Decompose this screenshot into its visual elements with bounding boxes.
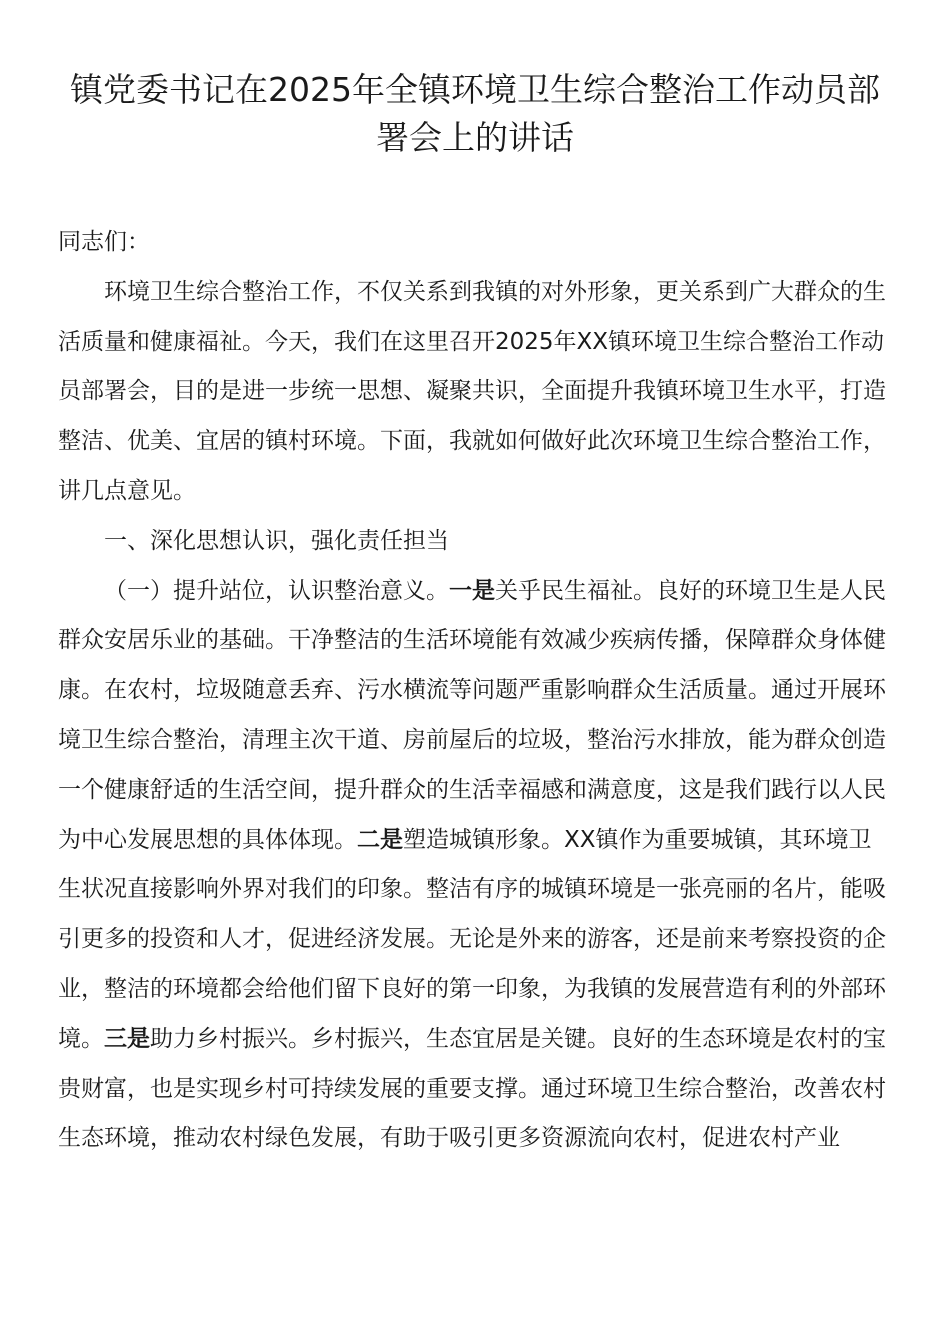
point-label-1: 一是 (449, 577, 495, 604)
subsection-lead: （一）提升站位，认识整治意义。 (104, 577, 449, 604)
section-heading-1: 一、深化思想认识，强化责任担当 (104, 527, 449, 554)
subsection-paragraph-1 (58, 567, 890, 1165)
point-text-2: 塑造城镇形象。XX镇作为重要城镇，其环境卫生状况直接影响外界对我们的印象。整洁有序的城镇环境是一张亮丽的名片，能吸引更多的投资和人才，促进经济发展。无论是外来的游客，还是前来考察投资的企业，整洁的环境都会给他们留下良好的第一印象，为我镇的发展营造有利的外部环境。 (58, 826, 886, 1052)
intro-paragraph: 环境卫生综合整治工作，不仅关系到我镇的对外形象，更关系到广大群众的生活质量和健康福祉。今天，我们在这里召开2025年XX镇环境卫生综合整治工作动员部署会，目的是进一步统一思想、凝聚共识，全面提升我镇环境卫生水平，打造整洁、优美、宜居的镇村环境。下面，我就如何做好此次环境卫生综合整治工作，讲几点意见。 (58, 278, 886, 504)
point-label-2: 二是 (357, 826, 403, 853)
point-label-3: 三是 (104, 1025, 150, 1052)
point-text-3: 助力乡村振兴。乡村振兴，生态宜居是关键。良好的生态环境是农村的宝贵财富，也是实现乡村可持续发展的重要支撑。通过环境卫生综合整治，改善农村生态环境，推动农村绿色发展，有助于吸引更多资源流向农村，促进农村产业 (58, 1025, 886, 1152)
point-text-1: 关乎民生福祉。良好的环境卫生是人民群众安居乐业的基础。干净整洁的生活环境能有效减少疾病传播，保障群众身体健康。在农村，垃圾随意丢弃、污水横流等问题严重影响群众生活质量。通过开展环境卫生综合整治，清理主次干道、房前屋后的垃圾，整治污水排放，能为群众创造一个健康舒适的生活空间，提升群众的生活幸福感和满意度，这是我们践行以人民为中心发展思想的具体体现。 (58, 577, 886, 853)
document-title: 镇党委书记在2025年全镇环境卫生综合整治工作动员部署会上的讲话 (70, 70, 880, 157)
salutation: 同志们： (58, 229, 150, 255)
document-body (58, 218, 890, 1164)
